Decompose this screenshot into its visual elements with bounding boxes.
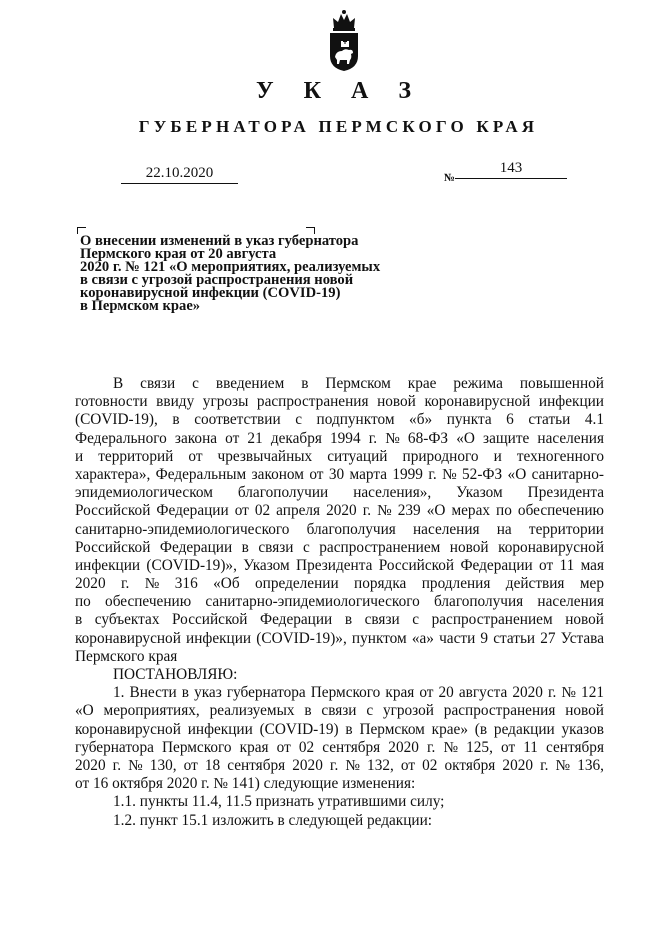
body-line: В связи с введением в Пермском крае режима повышенной bbox=[113, 375, 604, 392]
body-line: и территорий от чрезвычайных ситуаций природного и техногенного bbox=[75, 447, 604, 465]
body-line: губернатора Пермского края от 02 сентября 2020 г. № 125, от 11 сентября bbox=[75, 738, 604, 756]
body-line: инфекции (COVID-19)», Указом Президента Российской Федерации от 11 мая bbox=[75, 556, 604, 574]
body-line: Пермского края bbox=[75, 647, 178, 665]
body-line: 2020 г. № 130, от 18 сентября 2020 г. № 132, от 02 октября 2020 г. № 136, bbox=[75, 756, 604, 774]
body-line: Российской Федерации от 02 апреля 2020 г. № 239 «О мерах по обеспечению bbox=[75, 502, 604, 520]
body-line: коронавирусной инфекции (COVID-19)», пунктом «а» части 9 статьи 27 Устава bbox=[75, 629, 604, 647]
number-sign: № bbox=[444, 172, 456, 184]
body-line: 1. Внести в указ губернатора Пермского края от 20 августа 2020 г. № 121 bbox=[113, 684, 604, 702]
document-number: 143 bbox=[455, 159, 567, 179]
body-line: (COVID-19), в соответствии с подпунктом «б» пункта 6 статьи 4.1 bbox=[75, 411, 604, 429]
document-date: 22.10.2020 bbox=[121, 164, 238, 184]
body-line: Российской Федерации в связи с распространением новой коронавирусной bbox=[75, 538, 604, 556]
body-line: 1.2. пункт 15.1 изложить в следующей редакции: bbox=[113, 811, 433, 829]
heading-line: 2020 г. № 121 «О мероприятиях, реализуемых bbox=[80, 259, 381, 275]
perm-krai-coat-of-arms-icon bbox=[325, 8, 363, 72]
body-line: от 16 октября 2020 г. № 141) следующие изменения: bbox=[75, 775, 416, 793]
heading-line: в Пермском крае» bbox=[80, 298, 201, 314]
heading-line: О внесении изменений в указ губернатора bbox=[80, 233, 359, 249]
document-heading bbox=[80, 235, 410, 313]
body-line: готовности ввиду угрозы распространения новой коронавирусной инфекции bbox=[75, 393, 604, 411]
body-line: 2020 г. № 316 «Об определении порядка продления действия мер bbox=[75, 575, 604, 593]
body-line: Федерального закона от 21 декабря 1994 г. № 68-ФЗ «О защите населения bbox=[75, 429, 604, 447]
heading-line: Пермского края от 20 августа bbox=[80, 246, 277, 262]
body-line: ПОСТАНОВЛЯЮ: bbox=[113, 666, 238, 683]
body-line: эпидемиологическом благополучии населения», Указом Президента bbox=[75, 484, 604, 502]
document-body bbox=[75, 375, 604, 830]
body-line: «О мероприятиях, реализуемых в связи с угрозой распространения новой bbox=[75, 702, 604, 720]
body-line: 1.1. пункты 11.4, 11.5 признать утратившими силу; bbox=[113, 793, 445, 811]
body-line: в субъектах Российской Федерации в связи с распространением новой bbox=[75, 611, 604, 629]
body-line: санитарно-эпидемиологического благополучия населения на территории bbox=[75, 520, 604, 538]
body-line: коронавирусной инфекции (COVID-19) в Пермском крае» (в редакции указов bbox=[75, 720, 604, 738]
body-line: по обеспечению санитарно-эпидемиологического благополучия населения bbox=[75, 593, 604, 611]
document-subtitle: ГУБЕРНАТОРА ПЕРМСКОГО КРАЯ bbox=[138, 117, 539, 136]
heading-line: коронавирусной инфекции (COVID-19) bbox=[80, 285, 341, 301]
document-title: У К А З bbox=[255, 78, 423, 104]
heading-line: в связи с угрозой распространения новой bbox=[80, 272, 354, 288]
body-line: характера», Федеральным законом от 30 марта 1999 г. № 52-ФЗ «О санитарно- bbox=[75, 465, 604, 483]
